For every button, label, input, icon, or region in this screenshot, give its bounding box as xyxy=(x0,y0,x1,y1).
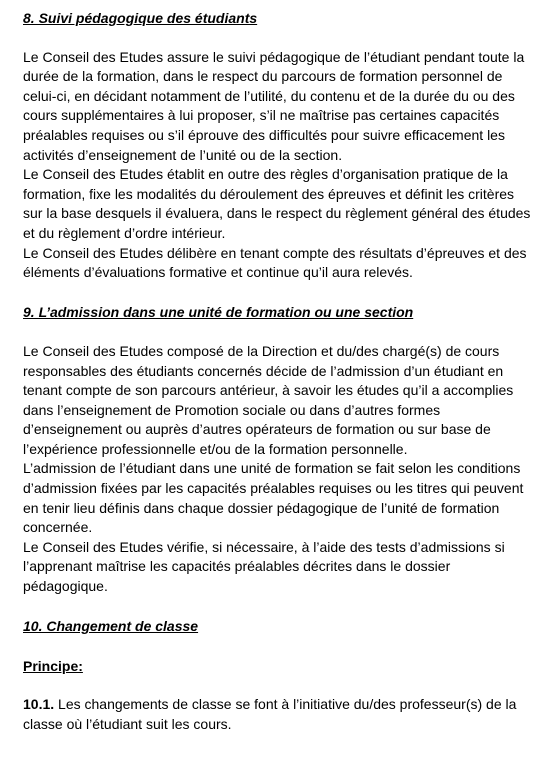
section-10-item-1 xyxy=(23,695,531,734)
spacer xyxy=(23,322,531,342)
item-number: 10.1. xyxy=(23,696,55,713)
section-8-paragraph-3: Le Conseil des Etudes délibère en tenant compte des résultats d’épreuves et des éléments d’évaluations formative et continue qu’il aura relevés. xyxy=(23,244,527,281)
spacer xyxy=(23,636,531,656)
spacer xyxy=(23,28,531,48)
section-9-paragraph-3: Le Conseil des Etudes vérifie, si nécessaire, à l’aide des tests d’admissions si l’apprenant maîtrise les capacités préalables décrites dans le dossier pédagogique. xyxy=(23,538,505,595)
section-8-heading: 8. Suivi pédagogique des étudiants xyxy=(23,10,258,26)
section-10-subheading: Principe: xyxy=(23,657,83,674)
spacer xyxy=(23,597,531,617)
spacer xyxy=(23,676,531,696)
section-8-paragraph-2: Le Conseil des Etudes établit en outre des règles d’organisation pratique de la formation, fixe les modalités du déroulement des épreuves et définit les critères sur la base desquels il évaluera, dans le respect du règlement général des études et du règlement d’ordre intérieur. xyxy=(23,166,531,241)
section-9-paragraph-2: L’admission de l’étudiant dans une unité de formation se fait selon les conditions d’admission fixées par les capacités préalables requises ou les titres qui peuvent en tenir lieu définis dans chaque dossier pédagogique de l’unité de formation concernée. xyxy=(23,460,524,536)
document-page xyxy=(23,8,531,735)
section-10-heading: 10. Changement de classe xyxy=(23,618,199,635)
section-9-heading: 9. L’admission dans une unité de formation ou une section xyxy=(23,304,414,321)
section-8-paragraph-1: Le Conseil des Etudes assure le suivi pédagogique de l’étudiant pendant toute la durée de la formation, dans le respect du parcours de formation personnel de celui-ci, en décidant notamment de l’utilité, du contenu et de la durée du ou des cours supplémentaires à lui proposer, s’il ne maîtrise pas certaines capacités préalables requises ou s’il éprouve des difficultés pour suivre efficacement les activités d’enseignement de l’unité ou de la section. xyxy=(23,48,525,163)
spacer xyxy=(23,283,531,303)
section-9-paragraph-1: Le Conseil des Etudes composé de la Direction et du/des chargé(s) de cours responsables des étudiants concernés décide de l’admission d’un étudiant en tenant compte de son parcours antérieur, à savoir les études qu’il a accomplies dans l’enseignement de Promotion sociale ou dans d’autres formes d’enseignement ou auprès d’autres opérateurs de formation ou sur base de l’expérience professionnelle et/ou de la formation personnelle. xyxy=(23,342,514,457)
item-text: Les changements de classe se font à l’initiative du/des professeur(s) de la classe où l’étudiant suit les cours. xyxy=(23,696,517,732)
